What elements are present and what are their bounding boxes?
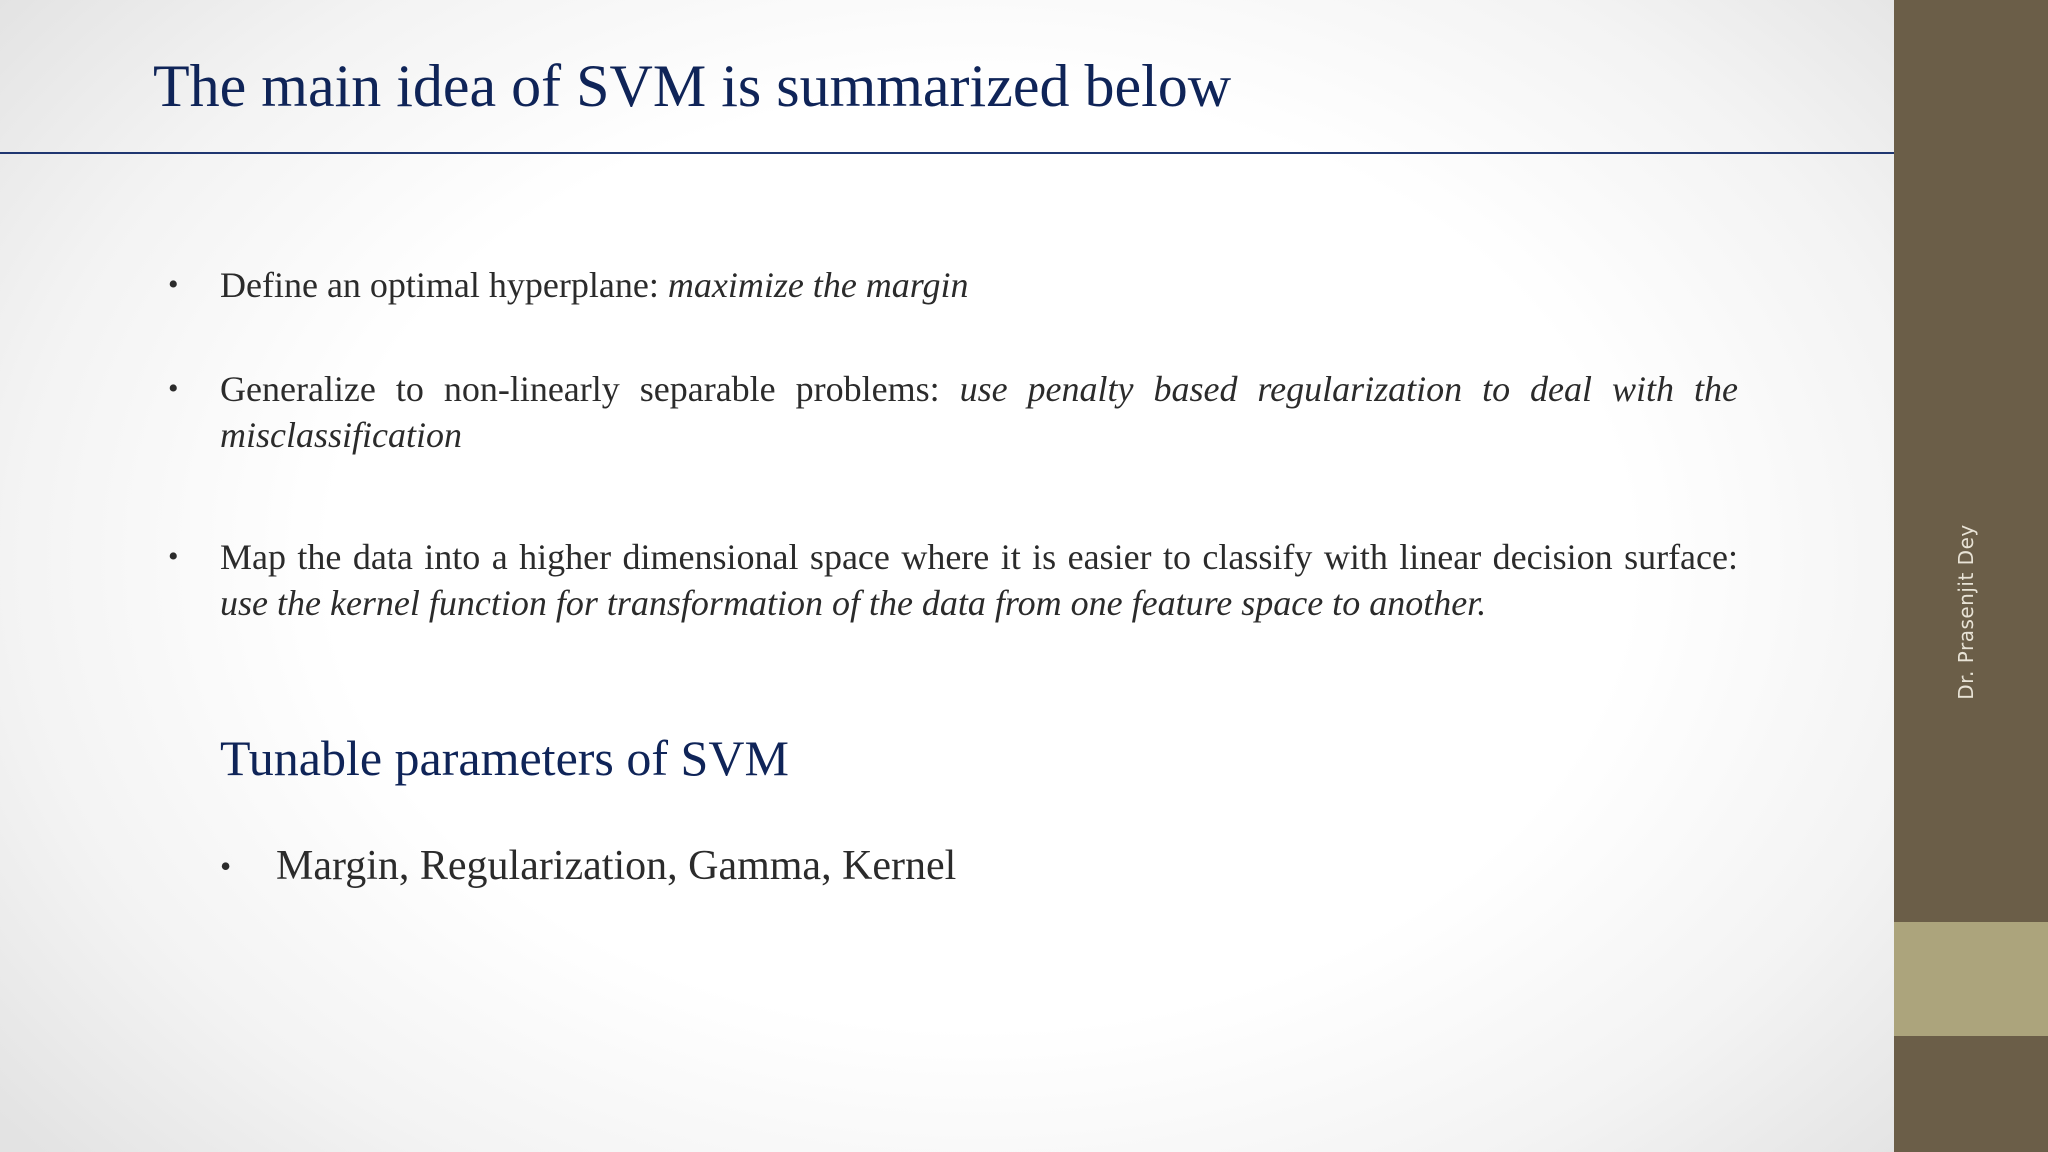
bullet-text: Map the data into a higher dimensional space where it is easier to classify with linear decision surface: [220, 537, 1738, 577]
bullet-item [168, 262, 1738, 308]
parameter-item: • Margin, Regularization, Gamma, Kernel [220, 840, 956, 892]
bullet-text: Define an optimal hyperplane: [220, 265, 668, 305]
side-panel-accent [1894, 922, 2048, 1036]
bullet-emphasis: use penalty based regularization to deal with the misclassification [220, 369, 1738, 455]
title-divider [0, 152, 2048, 154]
slide-title: The main idea of SVM is summarized below [153, 53, 1232, 119]
bullet-item [168, 366, 1738, 458]
bullet-item [168, 534, 1738, 626]
section-subheading: Tunable parameters of SVM [220, 730, 789, 786]
bullet-emphasis: maximize the margin [667, 265, 969, 305]
parameter-list [220, 840, 956, 892]
author-label: Dr. Prasenjit Dey [1954, 524, 1978, 700]
bullet-list [168, 262, 1738, 626]
bullet-text: Generalize to non-linearly separable problems: [220, 369, 960, 409]
bullet-emphasis: use the kernel function for transformation of the data from one feature space to another. [220, 583, 1487, 623]
